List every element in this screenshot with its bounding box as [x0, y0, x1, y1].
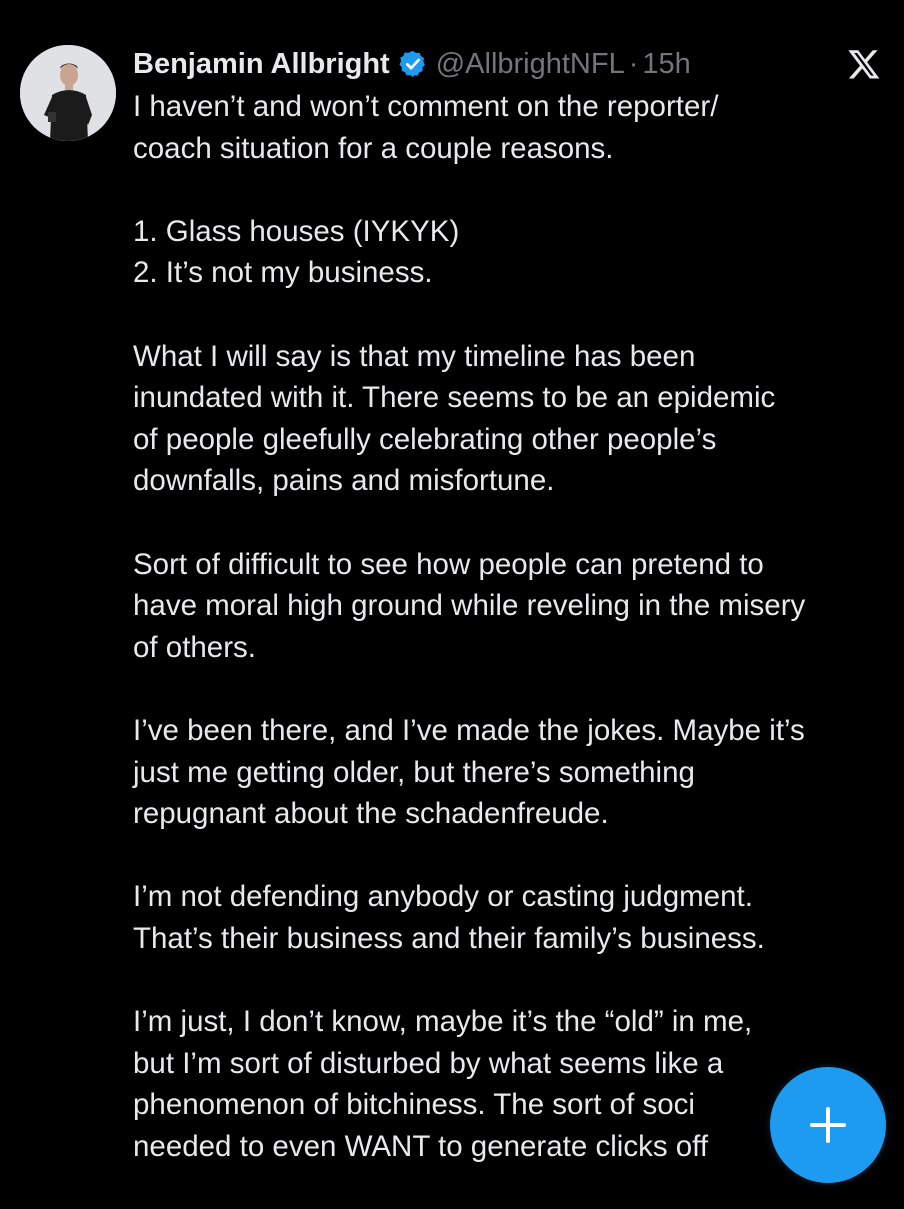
tweet-paragraph: I’ve been there, and I’ve made the jokes. Maybe it’s just me getting older, but there’s something repugnant about the schadenfreude. [133, 713, 805, 831]
avatar[interactable] [20, 45, 116, 141]
avatar-photo [20, 45, 116, 141]
author-handle[interactable]: @AllbrightNFL [435, 47, 625, 80]
tweet-header [133, 44, 691, 84]
verified-badge-icon [398, 49, 428, 79]
tweet-paragraph: Sort of difficult to see how people can pretend to have moral high ground while reveling in the misery of others. [133, 547, 806, 664]
compose-button[interactable] [770, 1067, 886, 1183]
tweet-text [133, 86, 893, 1209]
tweet-paragraph: 1. Glass houses (IYKYK) 2. It’s not my business. [133, 214, 460, 290]
tweet-paragraph: I haven’t and won’t comment on the reporter/ coach situation for a couple reasons. [133, 90, 719, 165]
tweet-paragraph: What I will say is that my timeline has been inundated with it. There seems to be an epidemic of people gleefully celebrating other people’s downfalls, pains and misfortune. [133, 339, 776, 498]
x-logo-icon[interactable] [846, 47, 882, 81]
tweet-paragraph: I’m not defending anybody or casting judgment. That’s their business and their family’s business. [133, 880, 765, 955]
tweet-timestamp[interactable]: 15h [642, 47, 691, 80]
tweet-paragraph: I’m just, I don’t know, maybe it’s the “old” in me, but I’m sort of disturbed by what seems like a phenomenon of bitchiness. The sort of soci needed to even WANT to generate clicks off [133, 1005, 753, 1163]
header-separator: · [628, 47, 639, 80]
author-name[interactable]: Benjamin Allbright [133, 47, 390, 80]
